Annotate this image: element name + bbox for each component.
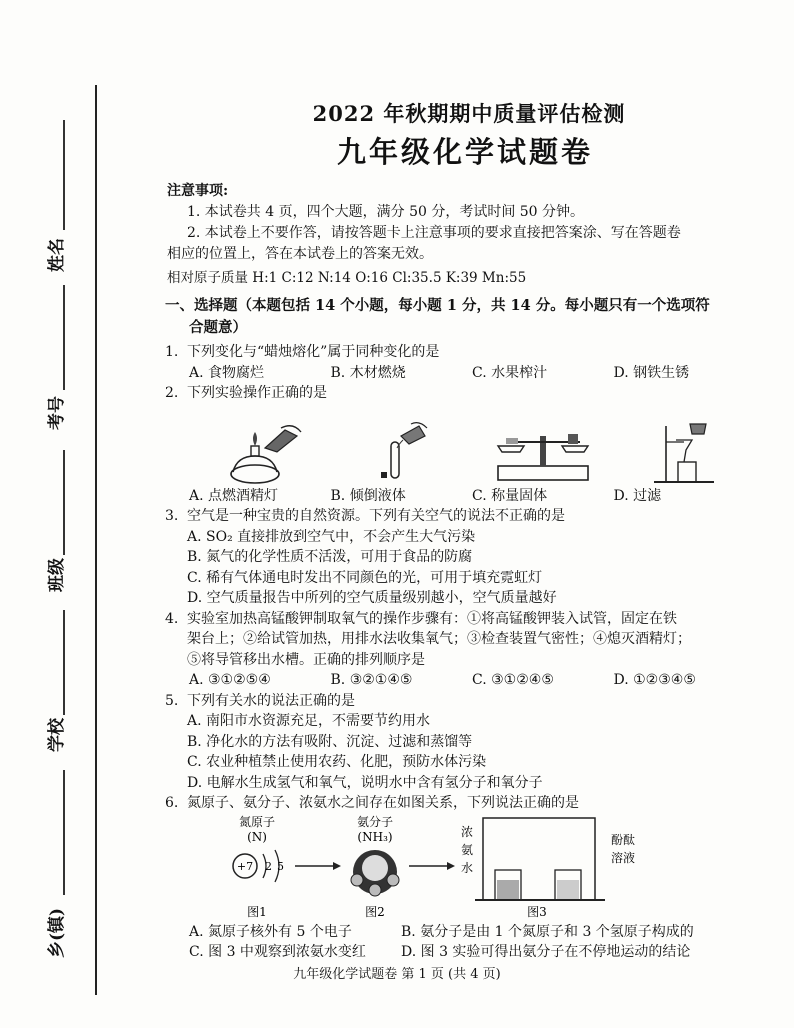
question-number: 5.: [165, 692, 179, 709]
option-b: B. 氨分子是由 1 个氮原子和 3 个氢原子构成的: [401, 923, 694, 940]
notes-heading: 注意事项:: [167, 183, 229, 199]
question-number: 4.: [165, 610, 179, 627]
atom-shell-1: 2: [265, 859, 272, 873]
option-d: D. 电解水生成氢气和氧气，说明水中含有氢分子和氧分子: [187, 774, 543, 791]
option-b: B. 倾倒液体: [330, 487, 406, 504]
question-number: 6.: [165, 795, 179, 811]
figure-balance: [472, 422, 614, 486]
fig3-caption: 图3: [527, 904, 547, 919]
molecule-label: 氨分子: [356, 814, 394, 829]
option-d: D. ①②③④⑤: [613, 672, 696, 688]
question-2-figures: [165, 404, 755, 486]
fig2-caption: 图2: [365, 904, 385, 919]
question-6-options-row2: [165, 942, 755, 963]
question-number: 2.: [165, 385, 179, 401]
exam-content: [165, 98, 755, 963]
side-label-class: 班级: [47, 558, 67, 592]
option-b: B. 木材燃烧: [330, 364, 406, 381]
atom-nucleus: +7: [236, 859, 254, 873]
option-a: A. 食物腐烂: [189, 364, 265, 381]
side-label-township: 乡(镇): [47, 907, 67, 958]
side-label-name: 姓名: [47, 238, 67, 272]
page-footer: 九年级化学试题卷 第 1 页 (共 4 页): [293, 967, 501, 982]
side-label-exam-no: 考号: [47, 396, 67, 430]
option-b: B. ③②①④⑤: [330, 672, 413, 688]
atom-symbol: (N): [247, 829, 267, 844]
option-a: A. 点燃酒精灯: [189, 487, 279, 504]
side-rule-class: [63, 450, 65, 555]
fig1-caption: 图1: [247, 904, 267, 919]
figure-filtration: [614, 422, 756, 486]
option-a: A. 氮原子核外有 5 个电子: [189, 923, 352, 940]
figure-pour-liquid: [331, 422, 473, 486]
side-label-school: 学校: [47, 718, 67, 752]
question-5: [165, 691, 755, 712]
section1-heading-a: 一、选择题（本题包括 14 个小题，每小题 1 分，共 14 分。每小题只有一个选项符: [165, 297, 710, 314]
alcohol-lamp-icon: [215, 422, 305, 486]
exam-title: 2022 年秋期期中质量评估检测: [312, 101, 626, 126]
notes-item-1: 1. 本试卷共 4 页，四个大题，满分 50 分，考试时间 50 分钟。: [187, 204, 585, 220]
atom-molecule-diagram: [165, 814, 725, 922]
left-beaker-label: 浓氨水: [461, 824, 474, 875]
option-a: A. 南阳市水资源充足，不需要节约用水: [187, 713, 431, 729]
option-d: D. 钢铁生锈: [613, 364, 690, 381]
exam-subtitle: 九年级化学试题卷: [336, 135, 593, 169]
option-c: C. 稀有气体通电时发出不同颜色的光，可用于填充霓虹灯: [187, 569, 543, 586]
option-b: B. 净化水的方法有吸附、沉淀、过滤和蒸馏等: [187, 733, 473, 750]
question-stem: 下列实验操作正确的是: [187, 385, 327, 401]
option-d: D. 过滤: [613, 487, 662, 504]
right-beaker-label: 酚酞溶液: [611, 832, 636, 865]
question-1: [165, 342, 755, 363]
question-4: [165, 609, 755, 630]
option-d: D. 空气质量报告中所列的空气质量级别越小，空气质量越好: [187, 590, 557, 606]
question-6-options-row1: [165, 922, 755, 943]
notes-item-2-b: 相应的位置上，答在本试卷上的答案无效。: [167, 246, 433, 262]
atom-label: 氮原子: [238, 814, 276, 829]
notes-item-2-a: 2. 本试卷上不要作答，请按答题卡上注意事项的要求直接把答案涂、写在答题卷: [187, 225, 681, 241]
binding-line: [95, 85, 97, 995]
option-c: C. 水果榨汁: [472, 364, 548, 381]
question-6: [165, 793, 755, 814]
question-stem: 下列有关水的说法正确的是: [187, 692, 355, 709]
question-1-options: [165, 363, 755, 384]
molecule-symbol: (NH₃): [357, 829, 393, 844]
question-stem: 下列变化与“蜡烛熔化”属于同种变化的是: [187, 344, 440, 360]
question-stem-cont: 架台上；②给试管加热，用排水法收集氧气；③检查装置气密性；④熄灭酒精灯；: [187, 631, 691, 647]
question-stem: 实验室加热高锰酸钾制取氧气的操作步骤有：①将高锰酸钾装入试管，固定在铁: [187, 610, 677, 627]
side-rule-school: [63, 610, 65, 715]
side-rule-exam-no: [63, 285, 65, 390]
balance-scale-icon: [488, 422, 598, 486]
atomic-mass: 相对原子质量 H:1 C:12 N:14 O:16 Cl:35.5 K:39 Mn:55: [167, 270, 527, 286]
option-c: C. ③①②④⑤: [472, 672, 554, 688]
option-a: A. SO₂ 直接排放到空气中，不会产生大气污染: [187, 528, 476, 545]
filtration-icon: [644, 422, 724, 486]
side-rule-township: [63, 770, 65, 895]
side-rule-name: [63, 120, 65, 230]
question-2-options: [165, 486, 755, 507]
pour-liquid-icon: [361, 422, 441, 486]
atom-shell-2: 5: [277, 859, 284, 873]
question-3: [165, 506, 755, 527]
question-stem: 氮原子、氨分子、浓氨水之间存在如图关系，下列说法正确的是: [187, 795, 579, 811]
question-number: 3.: [165, 508, 179, 524]
question-6-figure: [165, 814, 755, 922]
option-c: C. 图 3 中观察到浓氨水变红: [189, 944, 366, 960]
question-number: 1.: [165, 344, 179, 360]
section1-heading-b: 合题意）: [189, 319, 247, 336]
figure-alcohol-lamp: [189, 422, 331, 486]
question-4-options: [165, 670, 755, 691]
question-stem: 空气是一种宝贵的自然资源。下列有关空气的说法不正确的是: [187, 508, 565, 524]
option-a: A. ③①②⑤④: [189, 672, 271, 688]
question-stem-cont: ⑤将导管移出水槽。正确的排列顺序是: [187, 651, 425, 668]
option-d: D. 图 3 实验可得出氨分子在不停地运动的结论: [401, 944, 691, 960]
option-b: B. 氮气的化学性质不活泼，可用于食品的防腐: [187, 549, 473, 565]
option-c: C. 农业种植禁止使用农药、化肥，预防水体污染: [187, 754, 487, 770]
question-2: [165, 383, 755, 404]
option-c: C. 称量固体: [472, 487, 548, 504]
